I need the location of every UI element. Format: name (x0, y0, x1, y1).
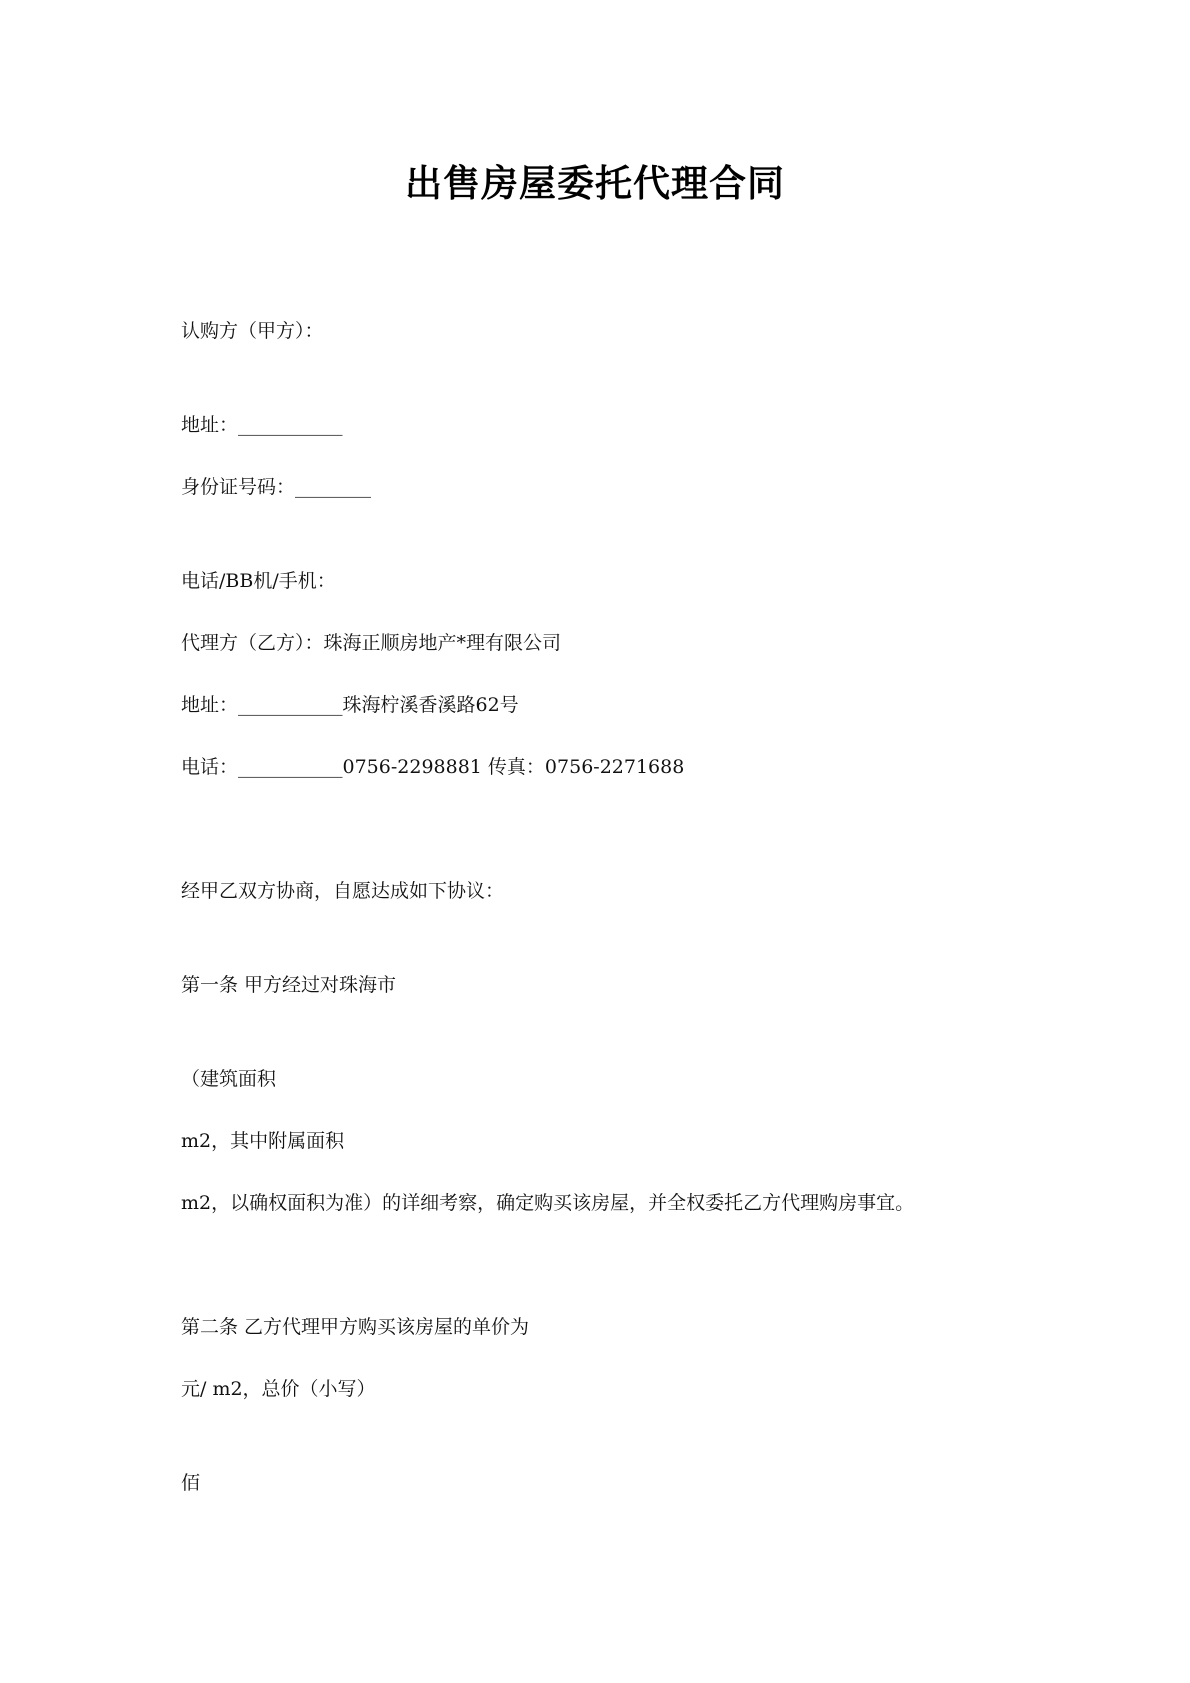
article-1-auxiliary-area: m2，其中附属面积 (181, 1130, 345, 1152)
article-1-building-area: （建筑面积 (181, 1068, 277, 1090)
article-2-heading: 第二条 乙方代理甲方购买该房屋的单价为 (181, 1316, 530, 1338)
agent-phone-fax-line: 电话：___________0756-2298881 传真：0756-2271688 (181, 756, 685, 778)
buyer-phone-line: 电话/BB机/手机： (181, 570, 336, 592)
agent-address-line: 地址：___________珠海柠溪香溪路62号 (181, 694, 519, 716)
document-title: 出售房屋委托代理合同 (405, 162, 785, 205)
buyer-address-line: 地址：___________ (181, 414, 343, 436)
agent-party-line: 代理方（乙方）：珠海正顺房地产*理有限公司 (181, 632, 562, 654)
article-1-conclusion: m2，以确权面积为准）的详细考察，确定购买该房屋，并全权委托乙方代理购房事宜。 (181, 1192, 915, 1214)
article-2-amount-line: 佰 (181, 1472, 201, 1494)
agreement-intro: 经甲乙双方协商，自愿达成如下协议： (181, 880, 505, 902)
article-2-price-line: 元/ m2，总价（小写） (181, 1378, 376, 1400)
article-1-heading: 第一条 甲方经过对珠海市 (181, 974, 397, 996)
buyer-id-number-line: 身份证号码：________ (181, 476, 372, 498)
buyer-party-label: 认购方（甲方）： (181, 320, 324, 342)
